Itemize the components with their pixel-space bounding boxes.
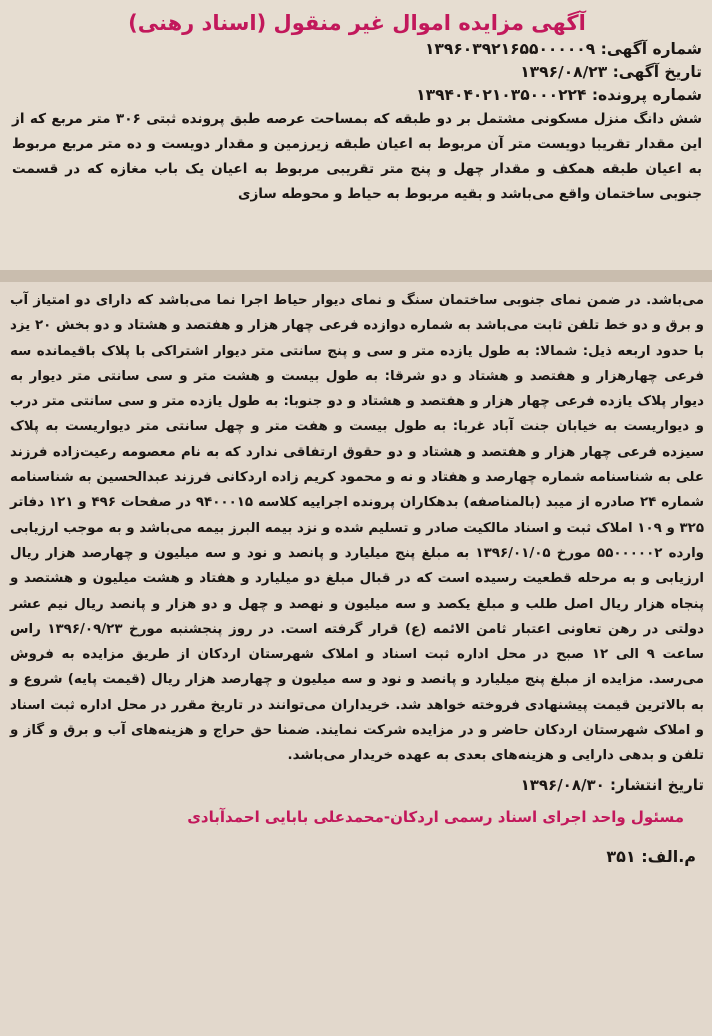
publish-date: تاریخ انتشار: ۱۳۹۶/۰۸/۳۰: [520, 775, 704, 794]
property-description-top: شش دانگ منزل مسکونی مشتمل بر دو طبقه که بمساحت عرصه طبق پرونده ثبتی ۳۰۶ متر مربع که از این مقدار تقریبا دویست متر آن مربوط به اعیان طبقه زیرزمین و مقدار دویست و ده متر مربع مربوط به اعیان طبقه همکف و مقدار چهل و پنج متر تقریبی مربوط به اعیان یک باب مغازه که در قسمت جنوبی ساختمان واقع می‌باشد و بقیه مربوط به حیاط و محوطه سازی: [12, 111, 703, 202]
property-description-bottom: می‌باشد. در ضمن نمای جنوبی ساختمان سنگ و نمای دیوار حیاط اجرا نما می‌باشد که دارای دو امتیاز آب و برق و دو خط تلفن ثابت می‌باشد به شماره دوازده فرعی چهار هزار و هفتصد و هشتاد و دو بخش ۲۰ یزد با حدود اربعه ذیل: شمالا: به طول یازده متر و سی و پنج سانتی متر دیوار اشتراکی با پلاک باقیمانده سه فرعی چهارهزار و هفتصد و هشتاد و دو شرقا: به طول بیست و هشت متر و سی سانتی متر دیوار به دیوار پلاک یازده فرعی چهار هزار و هفتصد و هشتاد و دو جنوبا: به طول یازده متر و سی سانتی متر درب و دیواریست به خیابان جنت آباد غربا: به طول بیست و هفت متر و چهل سانتی متر دیواریست به پلاک سیزده فرعی چهار هزار و هفتصد و هشتاد و دو حقوق ارتفاقی ندارد که به نام معصومه رعیت‌زاده فرزند علی به شناسنامه شماره چهارصد و هفتاد و نه و محمود کریم زاده اردکانی فرزند عبدالحسین به شناسنامه شماره ۲۴ صادره از میبد (بالمناصفه) بدهکاران پرونده اجراییه کلاسه ۹۴۰۰۰۱۵ در صفحات ۴۹۶ و ۱۲۱ دفاتر ۳۲۵ و ۱۰۹ املاک ثبت و اسناد مالکیت صادر و تسلیم شده و نزد بیمه البرز بیمه می‌باشد و به موجب ارزیابی وارده ۵۵۰۰۰۰۰۲ مورخ ۱۳۹۶/۰۱/۰۵ به مبلغ پنج میلیارد و پانصد و نود و سه میلیون و چهارصد هزار ریال ارزیابی و به مرحله قطعیت رسیده است که در قبال مبلغ دو میلیارد و هفتاد و هشت میلیون و هشتصد و پنجاه هزار ریال اصل طلب و مبلغ یکصد و سه میلیون و نهصد و چهل و دو هزار و پانصد ریال نیم عشر دولتی در رهن تعاونی اعتبار ثامن الائمه (ع) قرار گرفته است. در روز پنجشنبه مورخ ۱۳۹۶/۰۹/۲۳ راس ساعت ۹ الی ۱۲ صبح در محل اداره ثبت اسناد و املاک شهرستان اردکان از طریق مزایده به فروش می‌رسد. مزایده از مبلغ پنج میلیارد و پانصد و نود و سه میلیون و چهارصد هزار ریال (قیمت پایه) شروع و به بالاترین قیمت پیشنهادی فروخته خواهد شد. خریداران می‌توانند در تاریخ مقرر در محل اداره ثبت اسناد و املاک شهرستان اردکان حاضر و در مزایده شرکت نمایند. ضمنا حق حراج و هزینه‌های آب و برق و گاز و تلفن و بدهی دارایی و هزینه‌های بعدی به عهده خریدار می‌باشد.: [10, 293, 705, 764]
notice-date: تاریخ آگهی: ۱۳۹۶/۰۸/۲۳: [520, 63, 702, 81]
clipping-divider: [0, 270, 712, 282]
officer-signature: مسئول واحد اجرای اسناد رسمی اردکان-محمدعلی بابایی احمدآبادی: [187, 807, 684, 826]
notice-top-panel: [0, 0, 712, 270]
notice-bottom-panel: [0, 282, 712, 1036]
notice-code: م.الف: ۳۵۱: [606, 846, 696, 866]
notice-number: شماره آگهی: ۱۳۹۶۰۳۹۲۱۶۵۵۰۰۰۰۰۹: [424, 40, 702, 58]
case-number: شماره پرونده: ۱۳۹۴۰۴۰۲۱۰۳۵۰۰۰۲۲۴: [416, 86, 702, 104]
notice-title: آگهی مزایده اموال غیر منقول (اسناد رهنی): [128, 11, 586, 35]
